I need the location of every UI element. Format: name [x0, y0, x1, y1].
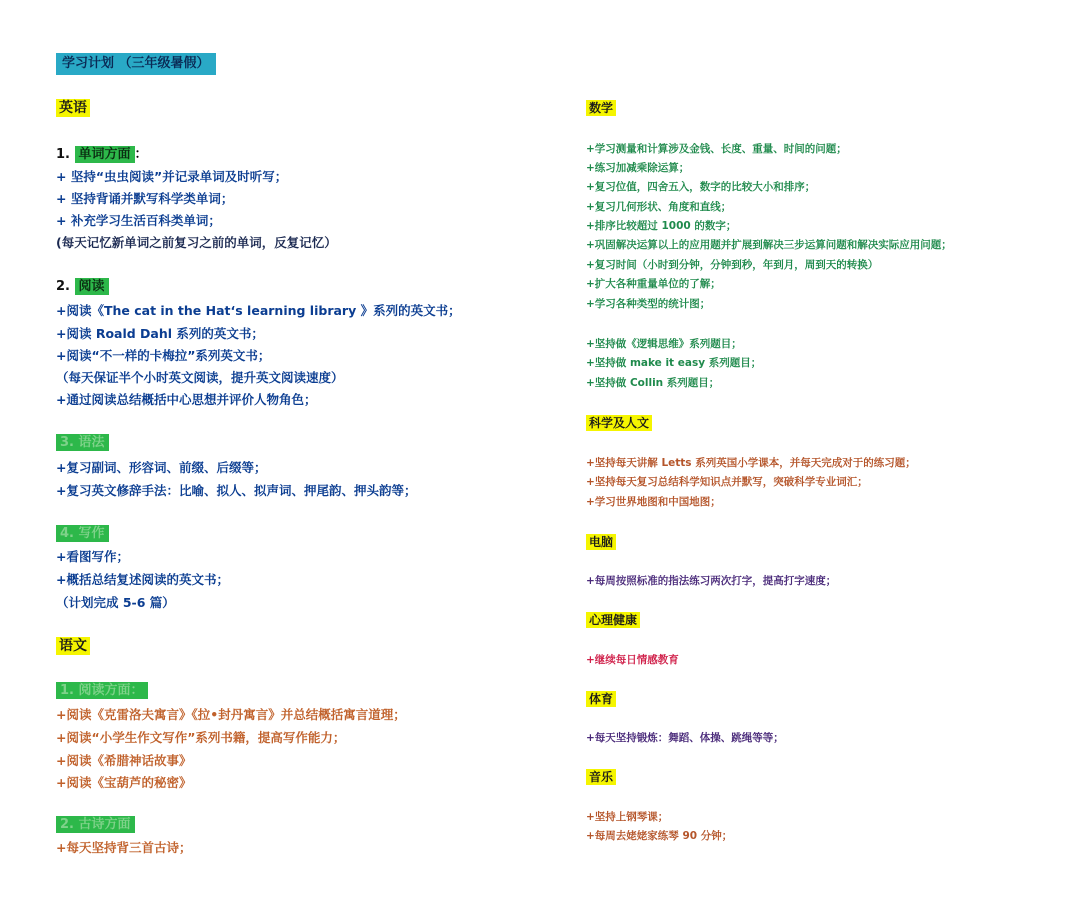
- list-item: +坚持做 make it easy 系列题目；: [586, 357, 762, 369]
- list-item: +复习时间（小时到分钟，分钟到秒，年到月，周到天的转换）: [586, 259, 879, 271]
- list-item: +每周去姥姥家练琴 90 分钟；: [586, 830, 733, 842]
- list-item: +坚持每天讲解 Letts 系列英国小学课本，并每天完成对于的练习题；: [586, 457, 916, 469]
- computer-heading: 电脑: [586, 533, 616, 551]
- page-title: 学习计划 （三年级暑假）: [56, 53, 216, 75]
- list-item: +每天坚持锻炼：舞蹈、体操、跳绳等等；: [586, 732, 784, 744]
- list-item: + 坚持背诵并默写科学类单词；: [56, 191, 234, 206]
- list-item: +坚持上钢琴课；: [586, 811, 669, 823]
- english-vocab-heading: 1. 单词方面 ：: [56, 147, 148, 162]
- list-item: +扩大各种重量单位的了解；: [586, 278, 721, 290]
- list-item: +学习各种类型的统计图；: [586, 298, 711, 310]
- english-reading-heading: 2. 阅读: [56, 278, 109, 296]
- list-item: +每周按照标准的指法练习两次打字，提高打字速度；: [586, 575, 837, 587]
- list-item: +复习英文修辞手法：比喻、拟人、拟声词、押尾韵、押头韵等；: [56, 483, 417, 498]
- list-item: +通过阅读总结概括中心思想并评价人物角色；: [56, 392, 317, 407]
- list-item: +阅读《克雷洛夫寓言》《拉•封丹寓言》并总结概括寓言道理；: [56, 707, 406, 722]
- music-heading: 音乐: [586, 768, 616, 786]
- list-item: +阅读 Roald Dahl 系列的英文书；: [56, 326, 264, 341]
- list-item: +坚持做《逻辑思维》系列题目；: [586, 338, 742, 350]
- list-item: +阅读《The cat in the Hat‘s learning library 》系列的英文书；: [56, 303, 461, 318]
- list-item: +每天坚持背三首古诗；: [56, 840, 192, 855]
- list-item: +复习几何形状、角度和直线；: [586, 201, 732, 213]
- chinese-heading: 语文: [56, 636, 90, 656]
- english-writing-heading: 4. 写作: [56, 525, 109, 543]
- list-item: +阅读《希腊神话故事》: [56, 753, 192, 768]
- list-item: +巩固解决运算以上的应用题并扩展到解决三步运算问题和解决实际应用问题；: [586, 239, 952, 251]
- english-heading: 英语: [56, 98, 90, 118]
- list-item: + 坚持“虫虫阅读”并记录单词及时听写；: [56, 169, 288, 184]
- list-item: +阅读《宝葫芦的秘密》: [56, 775, 192, 790]
- list-note: (每天记忆新单词之前复习之前的单词，反复记忆）: [56, 235, 337, 250]
- list-item: + 补充学习生活百科类单词；: [56, 213, 221, 228]
- chinese-poetry-heading: 2. 古诗方面: [56, 816, 135, 834]
- list-item: +学习测量和计算涉及金钱、长度、重量、时间的问题；: [586, 143, 847, 155]
- math-heading: 数学: [586, 99, 616, 117]
- english-grammar-heading: 3. 语法: [56, 434, 109, 452]
- list-item: +阅读“不一样的卡梅拉”系列英文书；: [56, 348, 271, 363]
- list-item: +继续每日情感教育: [586, 654, 679, 666]
- science-heading: 科学及人文: [586, 414, 652, 432]
- list-item: +坚持每天复习总结科学知识点并默写，突破科学专业词汇；: [586, 476, 868, 488]
- pe-heading: 体育: [586, 690, 616, 708]
- list-item: +坚持做 Collin 系列题目；: [586, 377, 720, 389]
- mental-health-heading: 心理健康: [586, 611, 640, 629]
- list-item: +看图写作；: [56, 549, 129, 564]
- list-item: +阅读“小学生作文写作”系列书籍，提高写作能力；: [56, 730, 346, 745]
- chinese-reading-heading: 1. 阅读方面：: [56, 682, 148, 700]
- list-item: +复习副词、形容词、前缀、后缀等；: [56, 460, 267, 475]
- list-item: +复习位值，四舍五入，数字的比较大小和排序；: [586, 181, 816, 193]
- list-item: +排序比较超过 1000 的数字；: [586, 220, 737, 232]
- list-note: （计划完成 5-6 篇）: [56, 595, 175, 610]
- list-note: （每天保证半个小时英文阅读，提升英文阅读速度）: [56, 370, 344, 385]
- list-item: +概括总结复述阅读的英文书；: [56, 572, 229, 587]
- list-item: +学习世界地图和中国地图；: [586, 496, 721, 508]
- list-item: +练习加减乘除运算；: [586, 162, 690, 174]
